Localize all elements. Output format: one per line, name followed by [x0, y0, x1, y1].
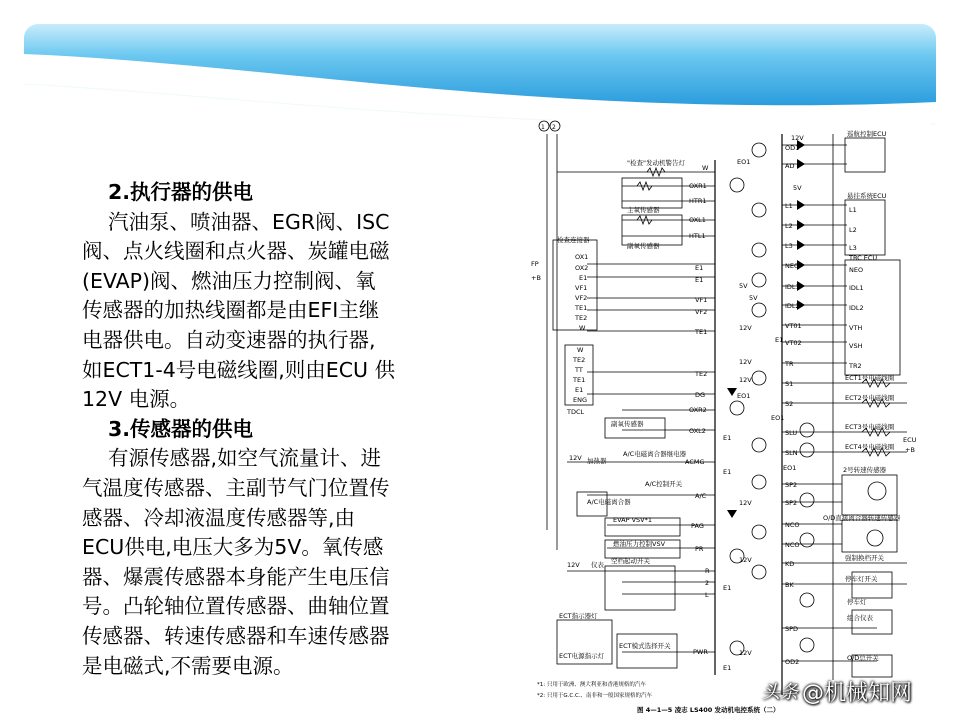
- svg-text:PWR: PWR: [693, 648, 708, 656]
- svg-text:12V: 12V: [791, 134, 804, 142]
- svg-text:+B: +B: [531, 274, 541, 282]
- sensor-power-paragraph: [82, 444, 452, 681]
- svg-text:5V: 5V: [793, 184, 802, 192]
- section-heading-sensor-power: 3.传感器的供电: [108, 416, 254, 441]
- svg-text:SP2: SP2: [785, 481, 798, 489]
- svg-text:E1: E1: [695, 264, 704, 272]
- svg-text:强制换档开关: 强制换档开关: [845, 554, 884, 562]
- svg-text:ACMG: ACMG: [685, 458, 705, 466]
- watermark-brand: 头条: [762, 682, 798, 703]
- svg-text:L3: L3: [785, 242, 793, 250]
- svg-text:12V: 12V: [739, 376, 752, 384]
- section-heading-actuator-power: 2.执行器的供电: [108, 180, 254, 204]
- footnote-2: *2: 只用于G.C.C.、南非和一般国家规格的汽车: [537, 693, 653, 699]
- actuator-power-paragraph: [82, 208, 452, 415]
- svg-text:SLN: SLN: [785, 449, 798, 457]
- diagram-caption: 图 4—1—5 凌志 LS400 发动机电控系统（二）: [637, 706, 780, 714]
- svg-text:主氧传感器: 主氧传感器: [627, 206, 660, 214]
- svg-text:ECT4号电磁线圈: ECT4号电磁线圈: [845, 443, 895, 451]
- text-line: 是电磁式,不需要电源。: [82, 653, 294, 678]
- svg-text:IDL1: IDL1: [849, 284, 864, 292]
- svg-text:S2: S2: [785, 400, 794, 408]
- svg-text:ECT2号电磁线圈: ECT2号电磁线圈: [845, 394, 895, 402]
- svg-text:加热器: 加热器: [587, 457, 607, 465]
- svg-text:TT: TT: [575, 366, 583, 374]
- svg-text:悬挂系统ECU: 悬挂系统ECU: [847, 192, 887, 200]
- text-line: ECU供电,电压大多为5V。氧传感: [82, 535, 384, 560]
- svg-text:5V: 5V: [739, 282, 748, 290]
- text-line: 有源传感器,如空气流量计、进: [108, 446, 382, 471]
- svg-text:仪表: 仪表: [591, 561, 604, 569]
- text-line: 电器供电。自动变速器的执行器,: [82, 327, 376, 352]
- svg-text:O/D直接离合器转速传感器: O/D直接离合器转速传感器: [823, 514, 901, 522]
- svg-text:NEO: NEO: [849, 266, 864, 274]
- svg-text:L3: L3: [849, 244, 857, 252]
- svg-text:W: W: [577, 346, 584, 354]
- svg-text:OXL2: OXL2: [689, 427, 706, 435]
- svg-text:E1: E1: [723, 434, 732, 442]
- svg-text:12V: 12V: [739, 324, 752, 332]
- footnote-1: *1: 只用于欧洲、澳大利亚和香港规格的汽车: [537, 682, 646, 688]
- svg-text:TE2: TE2: [575, 314, 588, 322]
- svg-text:OXR2: OXR2: [689, 406, 707, 414]
- svg-text:L2: L2: [849, 226, 857, 234]
- svg-text:VT01: VT01: [785, 322, 802, 330]
- svg-text:SP2: SP2: [785, 499, 798, 507]
- watermark-handle: @机械知网: [802, 680, 913, 706]
- svg-text:12V: 12V: [739, 499, 752, 507]
- svg-text:ECT电源指示灯: ECT电源指示灯: [559, 652, 605, 660]
- svg-text:R: R: [705, 567, 710, 575]
- svg-text:IDL1: IDL1: [785, 283, 800, 291]
- svg-text:S1: S1: [785, 380, 794, 388]
- svg-text:OD2: OD2: [785, 658, 800, 666]
- svg-text:5V: 5V: [749, 294, 758, 302]
- svg-text:E1: E1: [579, 274, 588, 282]
- svg-text:OX2: OX2: [575, 264, 589, 272]
- svg-text:组合仪表: 组合仪表: [847, 614, 873, 622]
- svg-text:ECT1号电磁线圈: ECT1号电磁线圈: [845, 374, 895, 382]
- svg-text:HTR1: HTR1: [689, 197, 707, 205]
- text-line: 12V 电源。: [82, 387, 191, 412]
- svg-text:PR: PR: [695, 545, 704, 553]
- svg-text:E1: E1: [575, 386, 584, 394]
- text-line: 阀、点火线圈和点火器、炭罐电磁: [82, 239, 390, 264]
- svg-text:HTL1: HTL1: [689, 232, 706, 240]
- svg-text:PAG: PAG: [691, 522, 704, 530]
- svg-text:E1: E1: [723, 664, 732, 672]
- svg-text:ECT模式选择开关: ECT模式选择开关: [619, 642, 671, 650]
- svg-text:L1: L1: [785, 202, 793, 210]
- svg-text:FP: FP: [531, 260, 539, 268]
- svg-text:停车灯开关: 停车灯开关: [845, 575, 878, 583]
- text-line: 如ECT1-4号电磁线圈,则由ECU 供: [82, 357, 396, 382]
- svg-text:EO1: EO1: [737, 158, 751, 166]
- svg-text:TE2: TE2: [573, 356, 586, 364]
- svg-text:12V: 12V: [739, 649, 752, 657]
- svg-text:检查连接器: 检查连接器: [557, 236, 590, 244]
- svg-text:O/D总开关: O/D总开关: [847, 654, 879, 662]
- svg-text:副氧传感器: 副氧传感器: [611, 420, 644, 428]
- svg-text:SLU: SLU: [785, 429, 798, 437]
- svg-text:A/C电磁离合器继电器: A/C电磁离合器继电器: [623, 450, 687, 458]
- svg-text:L: L: [705, 591, 709, 599]
- svg-text:巡航控制ECU: 巡航控制ECU: [847, 130, 887, 138]
- svg-text:NCO: NCO: [785, 521, 800, 529]
- svg-text:TE1: TE1: [695, 328, 708, 336]
- svg-text:E1: E1: [723, 468, 732, 476]
- svg-text:TE1: TE1: [575, 304, 588, 312]
- svg-text:EVAP VSV*1: EVAP VSV*1: [613, 516, 652, 524]
- svg-text:W: W: [579, 324, 586, 332]
- svg-text:NE0: NE0: [785, 262, 799, 270]
- svg-text:IDL2: IDL2: [849, 304, 864, 312]
- svg-text:NCO: NCO: [785, 541, 800, 549]
- text-line: 气温度传感器、主副节气门位置传: [82, 475, 390, 500]
- svg-text:TE1: TE1: [573, 376, 586, 384]
- svg-text:EO1: EO1: [771, 414, 785, 422]
- svg-text:1: 1: [541, 124, 545, 131]
- svg-text:OX1: OX1: [575, 253, 589, 261]
- svg-text:EO1: EO1: [737, 392, 751, 400]
- slide-text: [82, 178, 452, 681]
- svg-text:2: 2: [705, 579, 710, 587]
- svg-text:AD: AD: [785, 162, 795, 170]
- text-line: 传感器的加热线圈都是由EFI主继: [82, 298, 380, 323]
- svg-text:ECT3号电磁线圈: ECT3号电磁线圈: [845, 423, 895, 431]
- svg-text:TE2: TE2: [695, 370, 708, 378]
- svg-text:VT02: VT02: [785, 339, 802, 347]
- svg-text:L2: L2: [785, 222, 793, 230]
- svg-text:停车灯: 停车灯: [847, 598, 867, 606]
- svg-text:TDCL: TDCL: [567, 408, 585, 416]
- svg-text:EO1: EO1: [783, 464, 797, 472]
- svg-text:IDL2: IDL2: [785, 302, 800, 310]
- svg-text:2号转速传感器: 2号转速传感器: [843, 466, 887, 474]
- svg-text:燃油压力控制VSV: 燃油压力控制VSV: [613, 540, 666, 548]
- text-line: 传感器、转速传感器和车速传感器: [82, 623, 390, 648]
- svg-text:2: 2: [552, 124, 556, 131]
- svg-text:空档起动开关: 空档起动开关: [611, 557, 650, 565]
- svg-text:VSH: VSH: [849, 342, 863, 350]
- svg-text:A/C控制开关: A/C控制开关: [645, 480, 683, 488]
- svg-text:DG: DG: [695, 391, 706, 399]
- svg-text:ENG: ENG: [573, 396, 588, 404]
- svg-text:KD: KD: [785, 560, 795, 568]
- svg-text:SPD: SPD: [785, 625, 799, 633]
- svg-text:12V: 12V: [569, 454, 582, 462]
- text-line: 号。凸轮轴位置传感器、曲轴位置: [82, 594, 390, 619]
- svg-text:+B: +B: [905, 446, 915, 454]
- svg-text:L1: L1: [849, 206, 857, 214]
- svg-text:12V: 12V: [739, 358, 752, 366]
- svg-text:A/C电磁离合器: A/C电磁离合器: [587, 498, 631, 506]
- text-line: 器、爆震传感器本身能产生电压信: [82, 564, 390, 589]
- svg-text:副氧传感器: 副氧传感器: [627, 242, 660, 250]
- svg-text:"检查"发动机警告灯: "检查"发动机警告灯: [627, 159, 685, 167]
- svg-text:E1: E1: [775, 336, 784, 344]
- svg-text:12V: 12V: [739, 556, 752, 564]
- svg-text:VTH: VTH: [849, 324, 863, 332]
- svg-text:A/C: A/C: [695, 492, 707, 500]
- svg-text:OXL1: OXL1: [689, 216, 706, 224]
- text-line: 感器、冷却液温度传感器等,由: [82, 505, 356, 530]
- svg-text:VF1: VF1: [575, 284, 588, 292]
- svg-text:TR: TR: [785, 360, 794, 368]
- svg-text:E1: E1: [723, 584, 732, 592]
- svg-text:E1: E1: [695, 276, 704, 284]
- ecu-wiring-diagram: [527, 120, 930, 716]
- svg-text:BK: BK: [785, 581, 794, 589]
- svg-text:OD1: OD1: [785, 144, 800, 152]
- svg-text:TR2: TR2: [849, 362, 862, 370]
- svg-text:VF1: VF1: [695, 296, 708, 304]
- text-line: 汽油泵、喷油器、EGR阀、ISC: [108, 209, 390, 234]
- watermark: [762, 676, 912, 706]
- wiring-diagram-svg: [527, 120, 930, 716]
- svg-text:12V: 12V: [567, 561, 580, 569]
- svg-text:OXR1: OXR1: [689, 182, 707, 190]
- svg-text:ECT指示器灯: ECT指示器灯: [559, 612, 598, 620]
- svg-text:VF2: VF2: [695, 308, 708, 316]
- svg-text:TRC ECU: TRC ECU: [849, 254, 878, 262]
- svg-text:W: W: [702, 164, 709, 172]
- svg-text:ECU: ECU: [903, 436, 917, 444]
- text-line: (EVAP)阀、燃油压力控制阀、氧: [82, 268, 376, 293]
- svg-text:VF2: VF2: [575, 294, 588, 302]
